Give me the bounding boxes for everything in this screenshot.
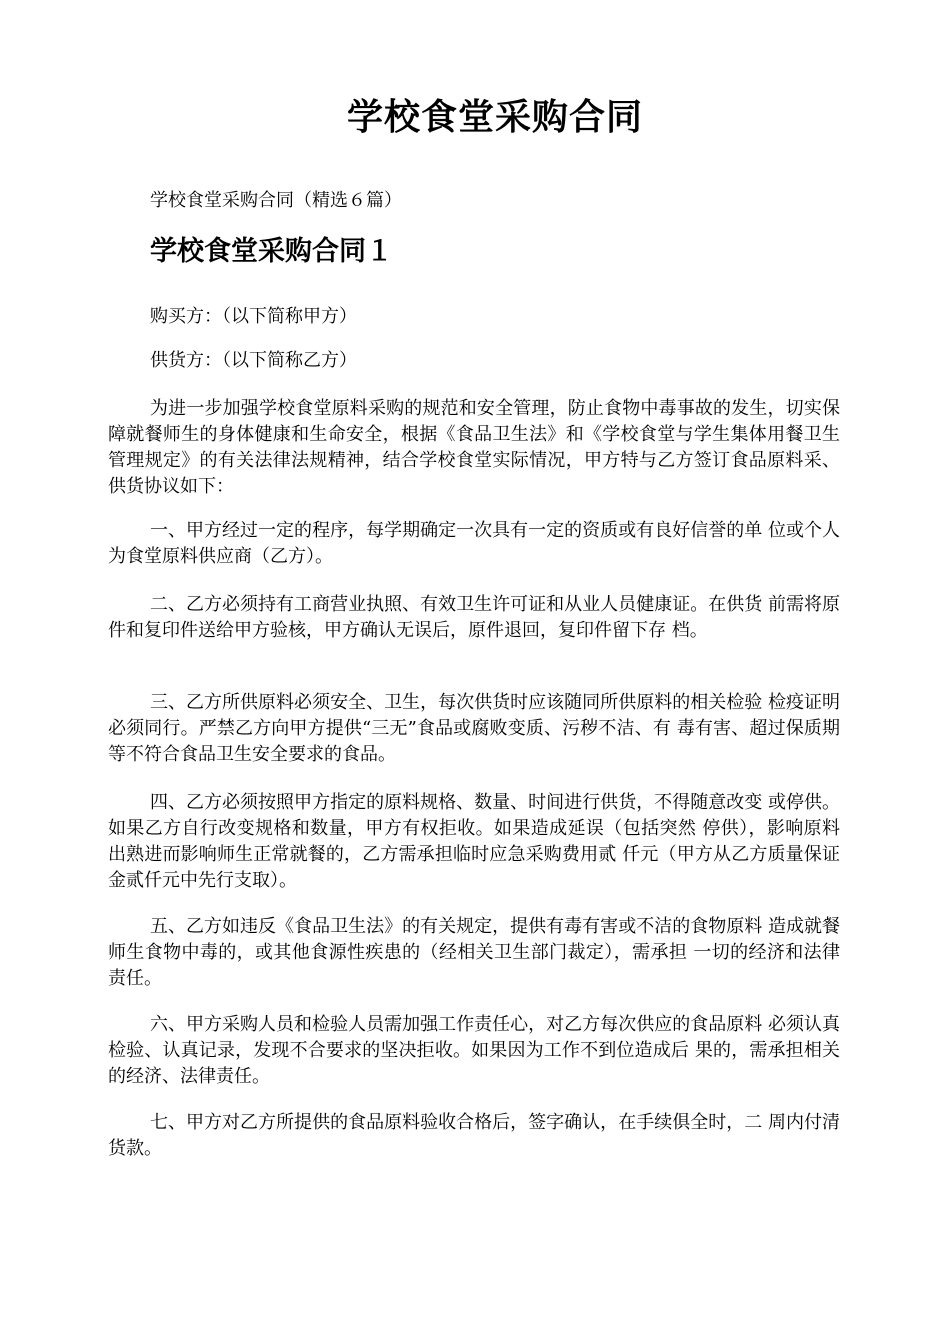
buyer-line: 购买方：（以下简称甲方） <box>150 306 357 327</box>
document-subtitle: 学校食堂采购合同（精选６篇） <box>150 190 402 211</box>
clause-5: 五、乙方如违反《食品卫生法》的有关规定，提供有毒有害或不洁的食物原料 造成就餐师生食物中毒的，或其他食源性疾患的（经相关卫生部门裁定），需承担 一切的经济和法律责任。 <box>108 916 840 989</box>
clause-2: 二、乙方必须持有工商营业执照、有效卫生许可证和从业人员健康证。在供货 前需将原件和复印件送给甲方验核，甲方确认无误后，原件退回，复印件留下存 档。 <box>108 594 840 641</box>
clause-3: 三、乙方所供原料必须安全、卫生，每次供货时应该随同所供原料的相关检验 检疫证明必须同行。严禁乙方向甲方提供“三无”食品或腐败变质、污秽不洁、有 毒有害、超过保质期等不符合食品卫生安全要求的食品。 <box>108 692 840 765</box>
supplier-line: 供货方：（以下简称乙方） <box>150 350 357 371</box>
intro-paragraph: 为进一步加强学校食堂原料采购的规范和安全管理，防止食物中毒事故的发生，切实保障就餐师生的身体健康和生命安全，根据《食品卫生法》和《学校食堂与学生集体用餐卫生管理规定》的有关法律法规精神，结合学校食堂实际情况，甲方特与乙方签订食品原料采、供货协议如下： <box>108 398 840 497</box>
clause-1: 一、甲方经过一定的程序，每学期确定一次具有一定的资质或有良好信誉的单 位或个人为食堂原料供应商（乙方）。 <box>108 520 840 567</box>
document-title: 学校食堂采购合同 <box>346 96 643 138</box>
clause-7: 七、甲方对乙方所提供的食品原料验收合格后，签字确认，在手续俱全时，二 周内付清货款。 <box>108 1112 840 1159</box>
section-heading: 学校食堂采购合同１ <box>150 236 393 267</box>
clause-6: 六、甲方采购人员和检验人员需加强工作责任心，对乙方每次供应的食品原料 必须认真检验、认真记录，发现不合要求的坚决拒收。如果因为工作不到位造成后 果的，需承担相关的经济、法律责任。 <box>108 1014 840 1087</box>
clause-4: 四、乙方必须按照甲方指定的原料规格、数量、时间进行供货，不得随意改变 或停供。如果乙方自行改变规格和数量，甲方有权拒收。如果造成延误（包括突然 停供），影响原料出熟进而影响师生正常就餐的，乙方需承担临时应急采购费用贰 仟元（甲方从乙方质量保证金贰仟元中先行支取）。 <box>108 792 840 891</box>
